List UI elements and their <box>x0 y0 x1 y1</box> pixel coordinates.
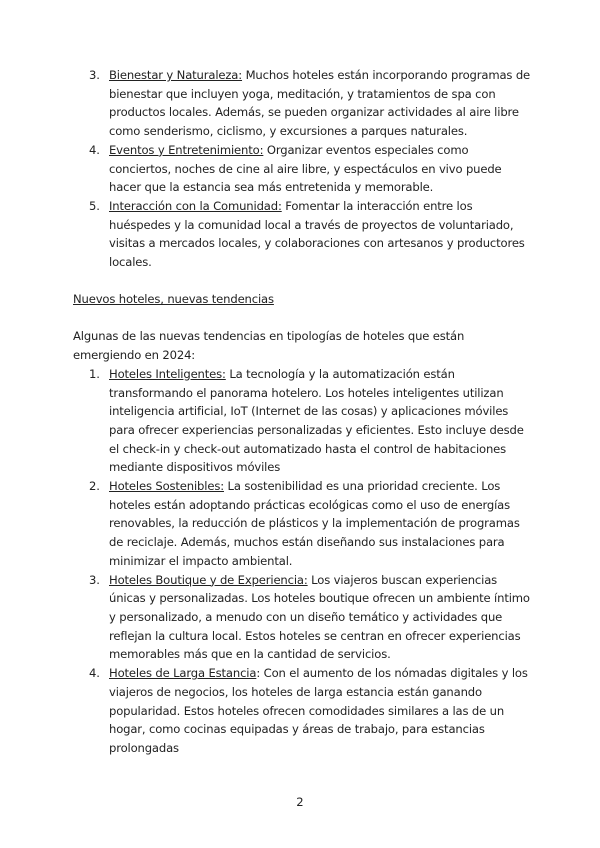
list-item-number: 1. <box>89 366 100 381</box>
list-item-text: : Con el aumento de los nómadas digitales y los viajeros de negocios, los hoteles de larga estancia están ganando popularidad. Estos hoteles ofrecen comodidades similares a las de un hogar, como cocinas equipadas y áreas de trabajo, para estancias prolongadas <box>109 666 528 755</box>
list-item <box>73 365 533 477</box>
list-item-title: Interacción con la Comunidad: <box>109 198 282 213</box>
list-item-text: Los viajeros buscan experiencias únicas y personalizadas. Los hoteles boutique ofrecen un ambiente íntimo y personalizado, a menudo con un diseño temático y actividades que reflejan la cultura local. Estos hoteles se centran en ofrecer experiencias memorables más que en la cantidad de servicios. <box>109 572 530 662</box>
list-item <box>73 571 533 665</box>
list-item-number: 3. <box>89 68 100 82</box>
list-item-title: Bienestar y Naturaleza: <box>109 68 243 82</box>
list-item-number: 4. <box>89 666 100 681</box>
list-item-text: La sostenibilidad es una prioridad creciente. Los hoteles están adoptando prácticas ecológicas como el uso de energías renovables, la reducción de plásticos y la implementación de programas de reciclaje. Además, muchos están diseñando sus instalaciones para minimizar el impacto ambiental. <box>109 479 520 568</box>
list-item <box>73 197 533 272</box>
page-content <box>73 66 533 758</box>
list-item <box>73 66 533 141</box>
list-item-number: 5. <box>89 198 100 213</box>
list-item-number: 4. <box>89 142 100 157</box>
section-heading: Nuevos hoteles, nuevas tendencias <box>73 292 274 307</box>
list-item-text: Fomentar la interacción entre los huéspedes y la comunidad local a través de proyectos de voluntariado, visitas a mercados locales, y colaboraciones con artesanos y productores locales. <box>109 198 525 270</box>
list-item-title: Hoteles Boutique y de Experiencia: <box>109 572 308 587</box>
list-item <box>73 664 533 758</box>
list-item-title: Hoteles Sostenibles: <box>109 479 224 494</box>
list-item-text: Organizar eventos especiales como conciertos, noches de cine al aire libre, y espectáculos en vivo puede hacer que la estancia sea más entretenida y memorable. <box>109 142 502 195</box>
page-number: 2 <box>296 795 304 809</box>
list-item <box>73 141 533 197</box>
list-item-number: 2. <box>89 479 100 494</box>
list-item-title: Eventos y Entretenimiento: <box>109 142 264 157</box>
list-item-text: Muchos hoteles están incorporando programas de bienestar que incluyen yoga, meditación, y tratamientos de spa con productos locales. Además, se pueden organizar actividades al aire libre como senderismo, ciclismo, y excursiones a parques naturales. <box>109 68 531 139</box>
list-wellness-items <box>73 66 533 272</box>
list-item <box>73 477 533 571</box>
list-item-title: Hoteles de Larga Estancia <box>109 666 257 681</box>
intro-paragraph: Algunas de las nuevas tendencias en tipologías de hoteles que están emergiendo en 2024: <box>73 329 465 363</box>
list-item-text: La tecnología y la automatización están transformando el panorama hotelero. Los hoteles inteligentes utilizan inteligencia artificial, IoT (Internet de las cosas) y aplicaciones móviles para ofrecer experiencias personalizadas y eficientes. Esto incluye desde el check-in y check-out automatizado hasta el control de habitaciones mediante dispositivos móviles <box>109 366 524 475</box>
list-hotel-trends <box>73 365 533 758</box>
list-item-number: 3. <box>89 572 100 587</box>
list-item-title: Hoteles Inteligentes: <box>109 366 226 381</box>
